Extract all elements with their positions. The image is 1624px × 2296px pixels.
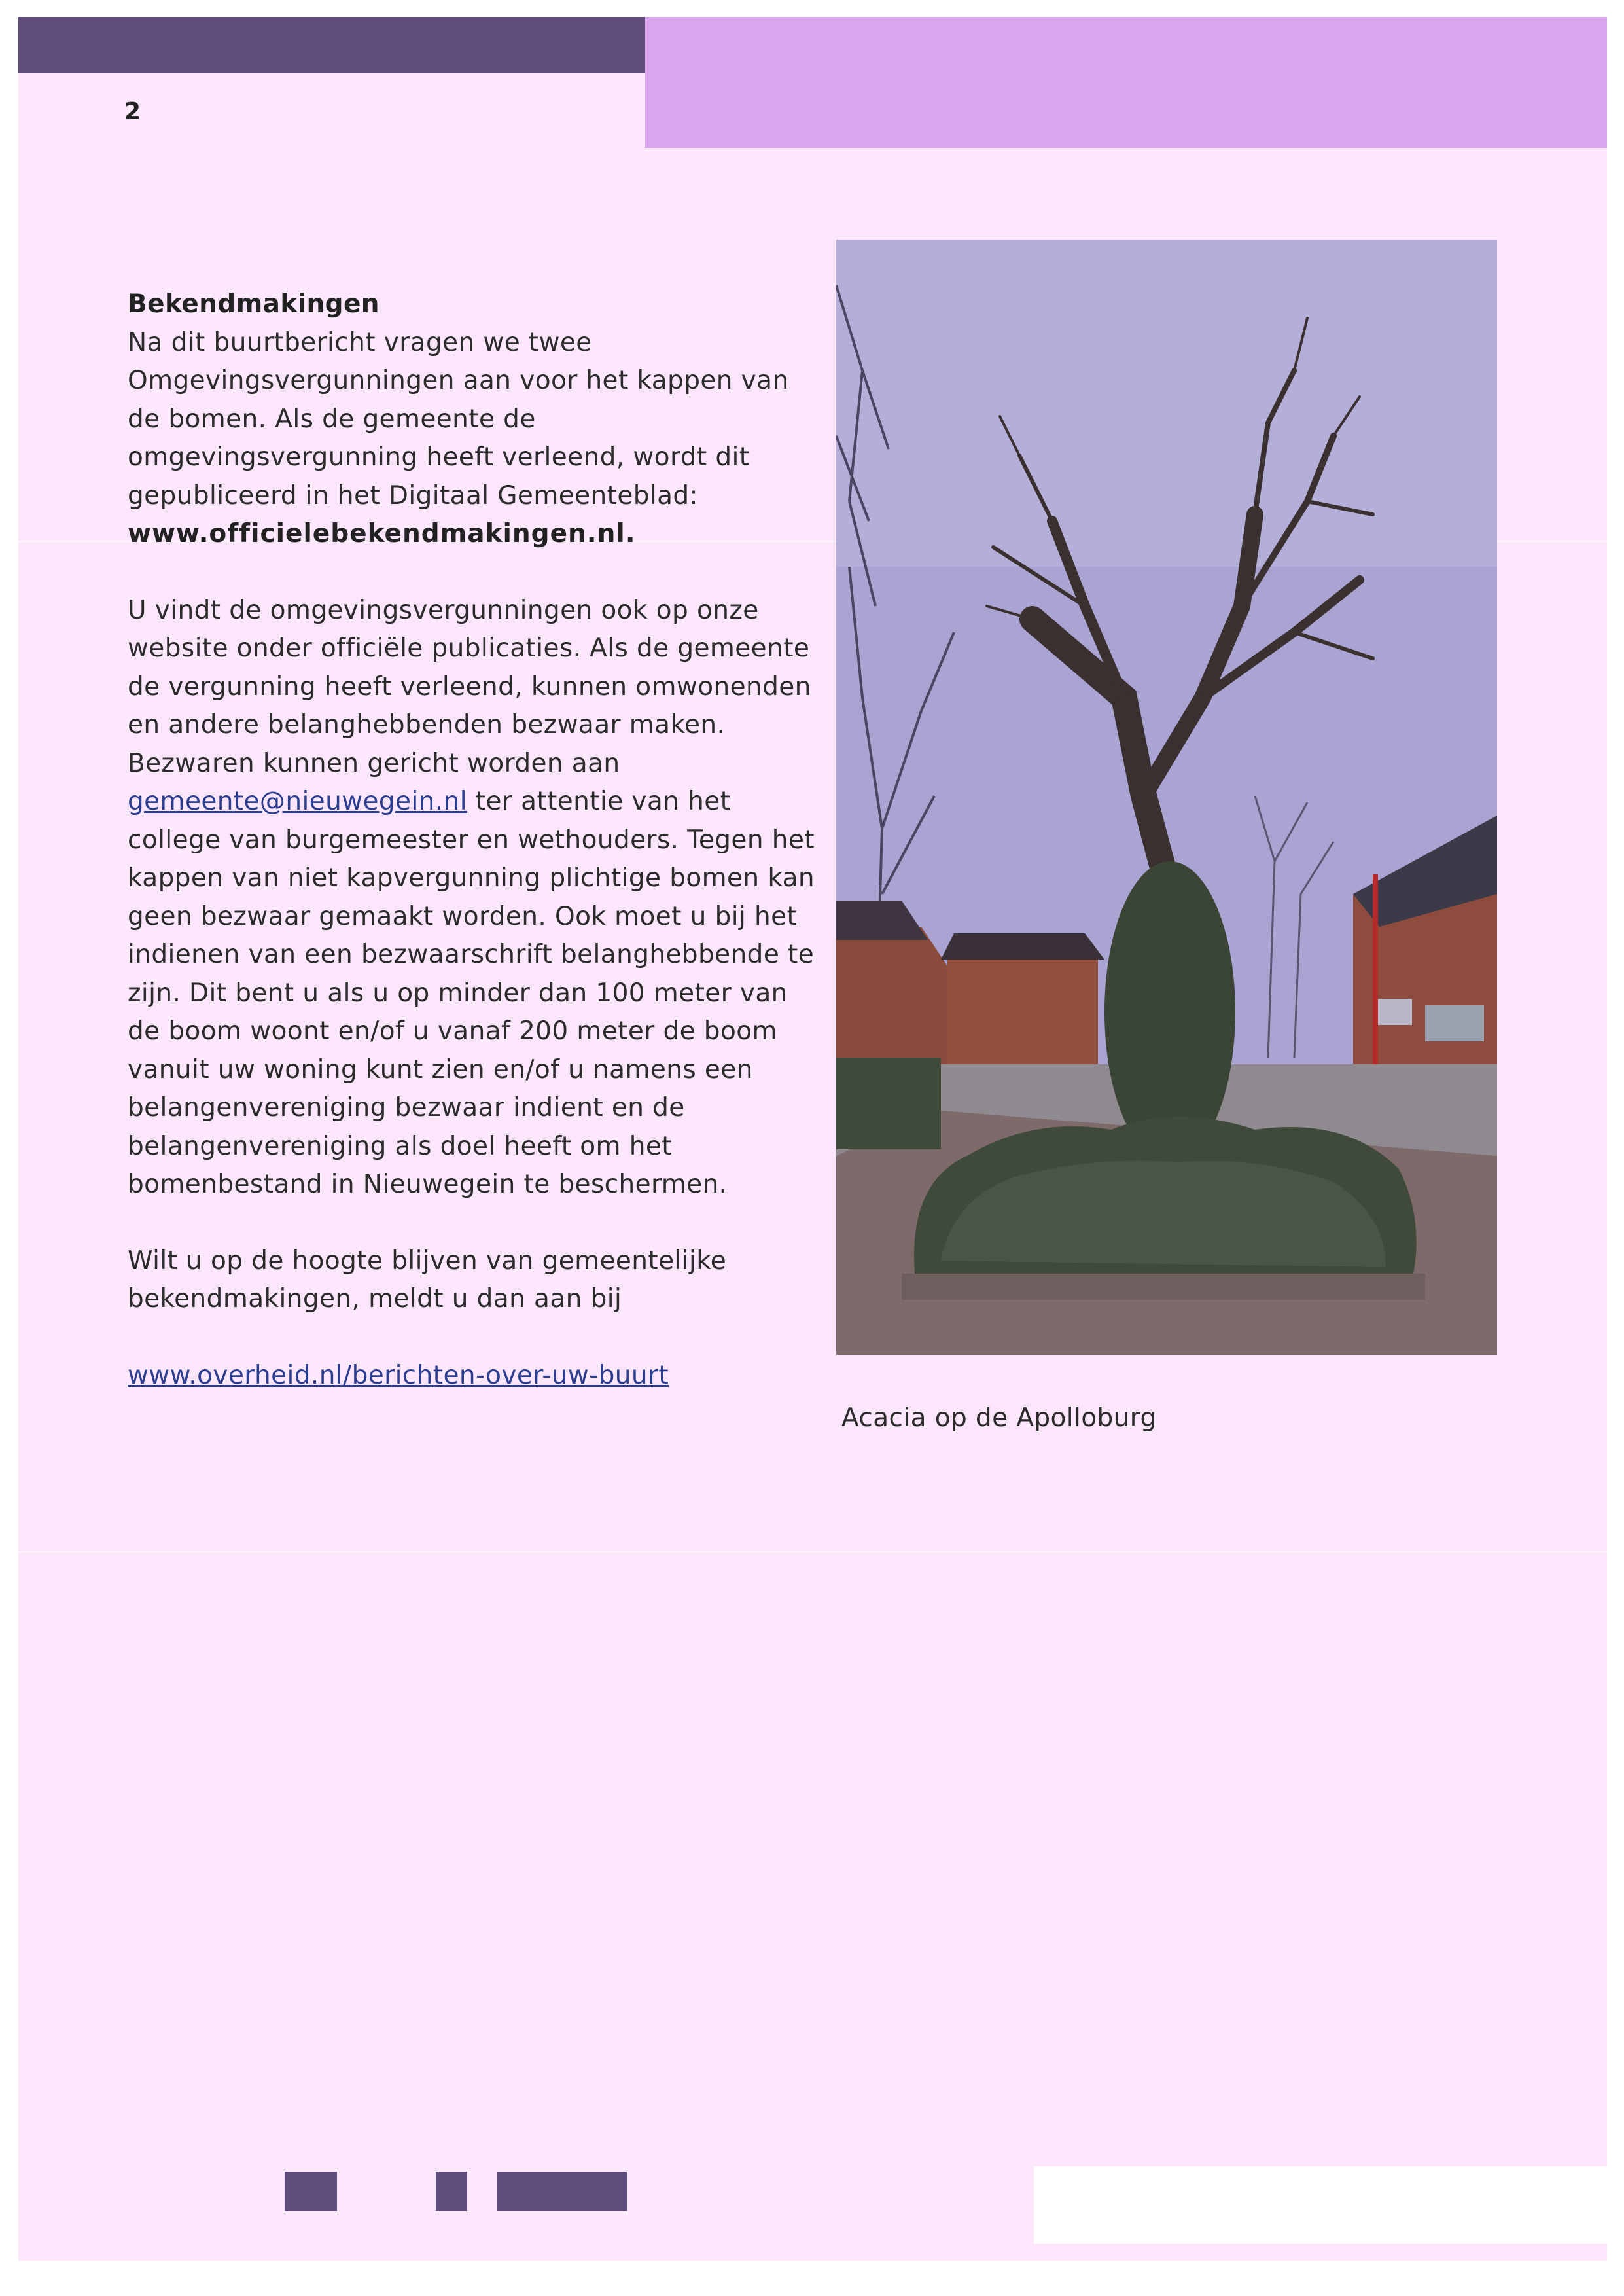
footer-block [285, 2172, 337, 2211]
header-bar-dark [18, 17, 645, 73]
overheid-link[interactable]: www.overheid.nl/berichten-over-uw-buurt [128, 1360, 669, 1390]
footer-block [497, 2172, 627, 2211]
scan-fold-line [18, 1551, 1607, 1552]
text-column [128, 285, 821, 1395]
paragraph-objection-end: ter attentie van het college van burgemeester en wethouders. Tegen het kappen van niet kapvergunning plichtige bomen kan geen bezwaar gemaakt worden. Ook moet u bij het indienen van een bezwaarschrift belanghebbende te zijn. Dit bent u als u op minder dan 100 meter van de boom woont en/of u vanaf 200 meter de boom vanuit uw woning kunt zien en/of u namens een belangenvereniging bezwaar indient en de belangenvereniging als doel heeft om het bomenbestand in Nieuwegein te beschermen. [128, 787, 815, 1199]
footer-block [436, 2172, 467, 2211]
paragraph-subscribe: Wilt u op de hoogte blijven van gemeentelijke bekendmakingen, meldt u dan aan bij [128, 1246, 727, 1314]
email-link[interactable]: gemeente@nieuwegein.nl [128, 787, 467, 816]
official-url: www.officielebekendmakingen.nl. [128, 519, 636, 548]
header-bar-light [645, 17, 1607, 148]
section-heading: Bekendmakingen [128, 289, 380, 319]
page-number: 2 [124, 98, 141, 125]
paragraph-objection-start: U vindt de omgevingsvergunningen ook op onze website onder officiële publicaties. Als de gemeente de vergunning heeft verleend, kunnen omwonenden en andere belanghebbenden bezwaar maken. Bezwaren kunnen gericht worden aan [128, 595, 811, 778]
footer-white-area [1034, 2166, 1607, 2244]
paragraph-objection [128, 592, 821, 1204]
tree-photo [836, 240, 1497, 1355]
paragraph-intro: Na dit buurtbericht vragen we twee Omgevingsvergunningen aan voor het kappen van de bomen. Als de gemeente de omgevingsvergunning heeft verleend, wordt dit gepubliceerd in het Digitaal Gemeenteblad: [128, 327, 789, 511]
photo-caption: Acacia op de Apolloburg [841, 1403, 1157, 1433]
